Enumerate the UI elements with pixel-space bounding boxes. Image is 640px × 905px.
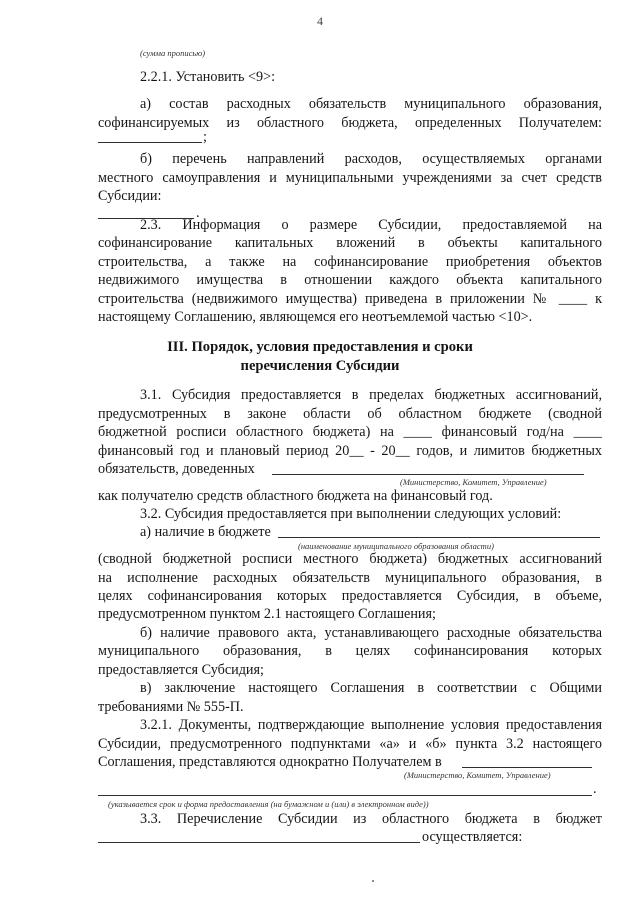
text-line: как получателю средств областного бюджета на финансовый год. bbox=[98, 488, 493, 504]
text-line: на исполнение расходных обязательств муниципального образования, в bbox=[98, 570, 602, 586]
text-line: настоящему Соглашению, являющемся его неотъемлемой частью <10>. bbox=[98, 309, 533, 325]
text-line: а) состав расходных обязательств муниципального образования, bbox=[140, 96, 602, 112]
text-line: Субсидии: bbox=[98, 188, 162, 204]
text-line: . bbox=[196, 205, 200, 221]
text-line: требованиями № 555-П. bbox=[98, 699, 244, 715]
text-line: строительства, а также на софинансирование приобретения объектов bbox=[98, 254, 602, 270]
text-line: софинансируемых из областного бюджета, определенных Получателем: bbox=[98, 115, 602, 131]
page-number: 4 bbox=[317, 14, 323, 28]
blank-line bbox=[462, 767, 592, 768]
blank-line bbox=[272, 474, 584, 475]
caption-ministry-2: (Министерство, Комитет, Управление) bbox=[404, 770, 551, 780]
text-line: . bbox=[593, 781, 597, 797]
blank-line bbox=[278, 537, 600, 538]
clause-3-2-1: 3.2.1. Документы, подтверждающие выполнение условия предоставления bbox=[140, 717, 602, 733]
text-line: б) перечень направлений расходов, осуществляемых органами bbox=[140, 151, 602, 167]
blank-line bbox=[98, 842, 420, 843]
text-line: ; bbox=[203, 129, 207, 145]
caption-municipality: (наименование муниципального образования области) bbox=[298, 541, 494, 551]
text-line: б) наличие правового акта, устанавливающего расходные обязательства bbox=[140, 625, 602, 641]
clause-3-1: 3.1. Субсидия предоставляется в пределах бюджетных ассигнований, bbox=[140, 387, 602, 403]
text-line: Соглашения, представляются однократно Получателем в bbox=[98, 754, 442, 770]
text-line: Субсидии, предусмотренного подпунктами «а» и «б» пункта 3.2 настоящего bbox=[98, 736, 602, 752]
text-line: обязательств, доведенных bbox=[98, 461, 255, 477]
caption-sum-in-words: (сумма прописью) bbox=[140, 48, 206, 58]
scan-speck bbox=[372, 880, 374, 882]
text-line: в) заключение настоящего Соглашения в соответствии с Общими bbox=[140, 680, 602, 696]
blank-line bbox=[98, 795, 592, 796]
text-line: софинансирование капитальных вложений в объекты капитального bbox=[98, 235, 602, 251]
text-line: (сводной бюджетной росписи местного бюджета) бюджетных ассигнований bbox=[98, 551, 602, 567]
clause-2-3: 2.3. Информация о размере Субсидии, предоставляемой на bbox=[140, 217, 602, 233]
text-line: целях софинансирования которых предоставляется Субсидия, в объеме, bbox=[98, 588, 602, 604]
clause-3-3: 3.3. Перечисление Субсидии из областного бюджета в бюджет bbox=[140, 811, 602, 827]
text-line: финансовый год и плановый период 20__ - 20__ годов, и лимитов бюджетных bbox=[98, 443, 602, 459]
text-line: недвижимого имущества в отношении каждого объекта капитального bbox=[98, 272, 602, 288]
section-heading-line2: перечисления Субсидии bbox=[240, 358, 400, 374]
text-line: предоставляется Субсидия; bbox=[98, 662, 264, 678]
clause-2-2-1: 2.2.1. Установить <9>: bbox=[140, 69, 276, 85]
caption-ministry: (Министерство, Комитет, Управление) bbox=[400, 477, 547, 487]
caption-term-form: (указывается срок и форма предоставления (на бумажном и (или) в электронном виде)) bbox=[108, 799, 429, 809]
text-line: осуществляется: bbox=[422, 829, 523, 845]
text-line: местного самоуправления и муниципальными учреждениями за счет средств bbox=[98, 170, 602, 186]
clause-3-2: 3.2. Субсидия предоставляется при выполнении следующих условий: bbox=[140, 506, 562, 522]
text-line: предусмотренных в законе области об областном бюджете (сводной bbox=[98, 406, 602, 422]
text-line: а) наличие в бюджете bbox=[140, 524, 271, 540]
blank-line bbox=[98, 142, 202, 143]
text-line: бюджетной росписи областного бюджета) на ____ финансовый год/на ____ bbox=[98, 424, 602, 440]
text-line: строительства (недвижимого имущества) приведена в приложении № ____ к bbox=[98, 291, 602, 307]
section-heading: III. Порядок, условия предоставления и сроки bbox=[167, 339, 473, 355]
text-line: муниципального образования, в целях софинансирования которых bbox=[98, 643, 602, 659]
text-line: предусмотренном пунктом 2.1 настоящего Соглашения; bbox=[98, 606, 436, 622]
